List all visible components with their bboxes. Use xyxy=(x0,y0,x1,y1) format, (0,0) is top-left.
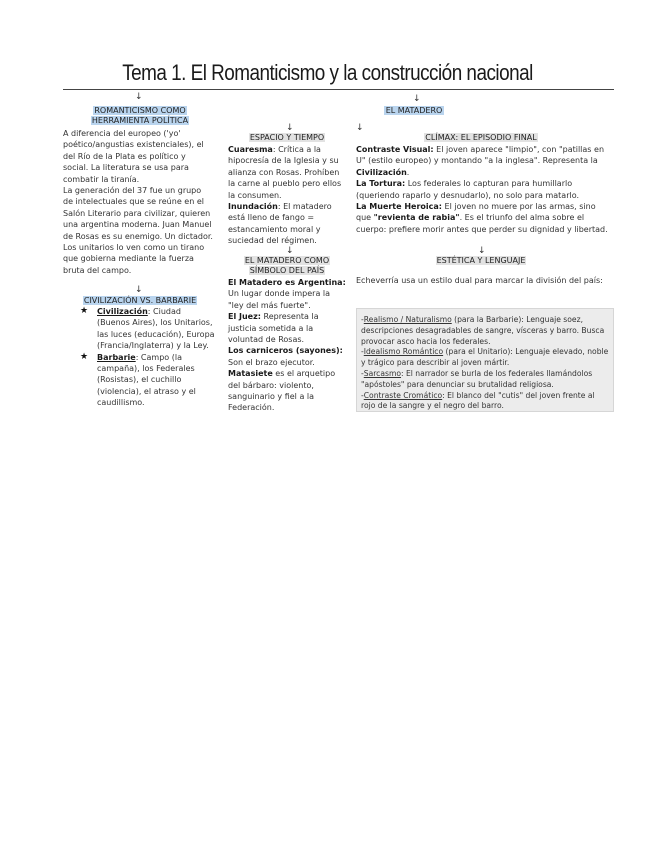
arrow-down-icon: ↓ xyxy=(413,94,421,104)
space-time-text xyxy=(228,144,348,247)
style-heading: ESTÉTICA Y LENGUAJE xyxy=(436,256,526,265)
paragraph: El Matadero es Argentina: Un lugar donde impera la "ley del más fuerte". xyxy=(228,278,346,310)
space-time-heading: ESPACIO Y TIEMPO xyxy=(249,133,325,142)
symbol-heading: EL MATADERO COMO SÍMBOLO DEL PAÍS xyxy=(244,256,330,275)
paragraph: A diferencia del europeo ('yo' poético/angustias existenciales), el del Río de la Plata es político y social. La literatura se usa para combatir la tiranía. xyxy=(63,129,204,184)
star-icon: ★ xyxy=(80,306,89,316)
paragraph: Cuaresma: Crítica a la hipocresía de la Iglesia y su alianza con Rosas. Prohíben la carne al pueblo pero ellos la consumen. xyxy=(228,145,342,200)
list-item: -Idealismo Romántico (para el Unitario): Lenguaje elevado, noble y trágico para describir al joven mártir. xyxy=(361,347,609,368)
paragraph: La Tortura: Los federales lo capturan para humillarlo (queriendo raparlo y desnudarlo), no solo para matarlo. xyxy=(356,179,579,200)
list-item: ★ Barbarie: Campo (la campaña), los Federales (Rosistas), el cuchillo (violencia), el atraso y el caudillismo. xyxy=(80,351,196,408)
civ-barbarie-list xyxy=(80,306,216,409)
title-rule xyxy=(63,89,614,90)
arrow-down-icon: ↓ xyxy=(286,123,294,133)
arrow-down-icon: ↓ xyxy=(478,246,486,256)
style-box xyxy=(356,308,614,412)
paragraph: Inundación: El matadero está lleno de fango = estancamiento moral y suciedad del régimen. xyxy=(228,202,332,246)
matadero-heading: EL MATADERO xyxy=(385,106,443,115)
paragraph: Matasiete es el arquetipo del bárbaro: violento, sanguinario y fiel a la Federación. xyxy=(228,369,336,413)
romanticism-heading: ROMANTICISMO COMO HERRAMIENTA POLÍTICA xyxy=(91,106,189,125)
list-item: -Contraste Cromático: El blanco del "cutis" del joven frente al rojo de la sangre y el negro del barro. xyxy=(361,390,595,411)
list-item: -Sarcasmo: El narrador se burla de los federales llamándolos "apóstoles" para denunciar su brutalidad religiosa. xyxy=(361,368,593,389)
symbol-text xyxy=(228,277,348,414)
arrow-down-icon: ↓ xyxy=(286,246,294,256)
arrow-down-icon: ↓ xyxy=(135,285,143,295)
paragraph: Contraste Visual: El joven aparece "limpio", con "patillas en U" (estilo europeo) y montando "a la inglesa". Representa la Civilización. xyxy=(356,145,605,177)
list-item: ★ Civilización: Ciudad (Buenos Aires), los Unitarios, las luces (educación), Europa (Francia/Inglaterra) y la Ley. xyxy=(80,306,215,351)
paragraph: Los carniceros (sayones): Son el brazo ejecutor. xyxy=(228,346,343,367)
arrow-down-icon: ↓ xyxy=(135,92,143,102)
list-item: -Realismo / Naturalismo (para la Barbarie): Lenguaje soez, descripciones desagradables de sangre, vísceras y barro. Busca provocar asco hacia los federales. xyxy=(361,315,605,346)
climax-heading: CLÍMAX: EL EPISODIO FINAL xyxy=(425,133,537,142)
paragraph: La Muerte Heroica: El joven no muere por las armas, sino que "revienta de rabia". Es el triunfo del alma sobre el cuerpo: prefiere morir antes que perder su dignidad y libertad. xyxy=(356,202,608,234)
paragraph: La generación del 37 fue un grupo de intelectuales que se reúne en el Salón Literario para civilizar, quieren una argentina moderna. Juan Manuel de Rosas es su enemigo. Un dictador. Los unitarios lo ven como un tirano que gobierna mediante la fuerza bruta del campo. xyxy=(63,186,213,275)
page-title: Tema 1. El Romanticismo y la construcción nacional xyxy=(122,60,533,85)
romanticism-text xyxy=(63,128,213,276)
star-icon: ★ xyxy=(80,351,89,362)
style-intro: Echeverría usa un estilo dual para marcar la división del país: xyxy=(356,276,603,285)
arrow-down-icon: ↓ xyxy=(356,123,364,133)
civilization-heading: CIVILIZACIÓN VS. BARBARIE xyxy=(83,296,197,305)
paragraph: El Juez: Representa la justicia sometida a la voluntad de Rosas. xyxy=(228,312,319,345)
climax-text xyxy=(356,144,608,235)
